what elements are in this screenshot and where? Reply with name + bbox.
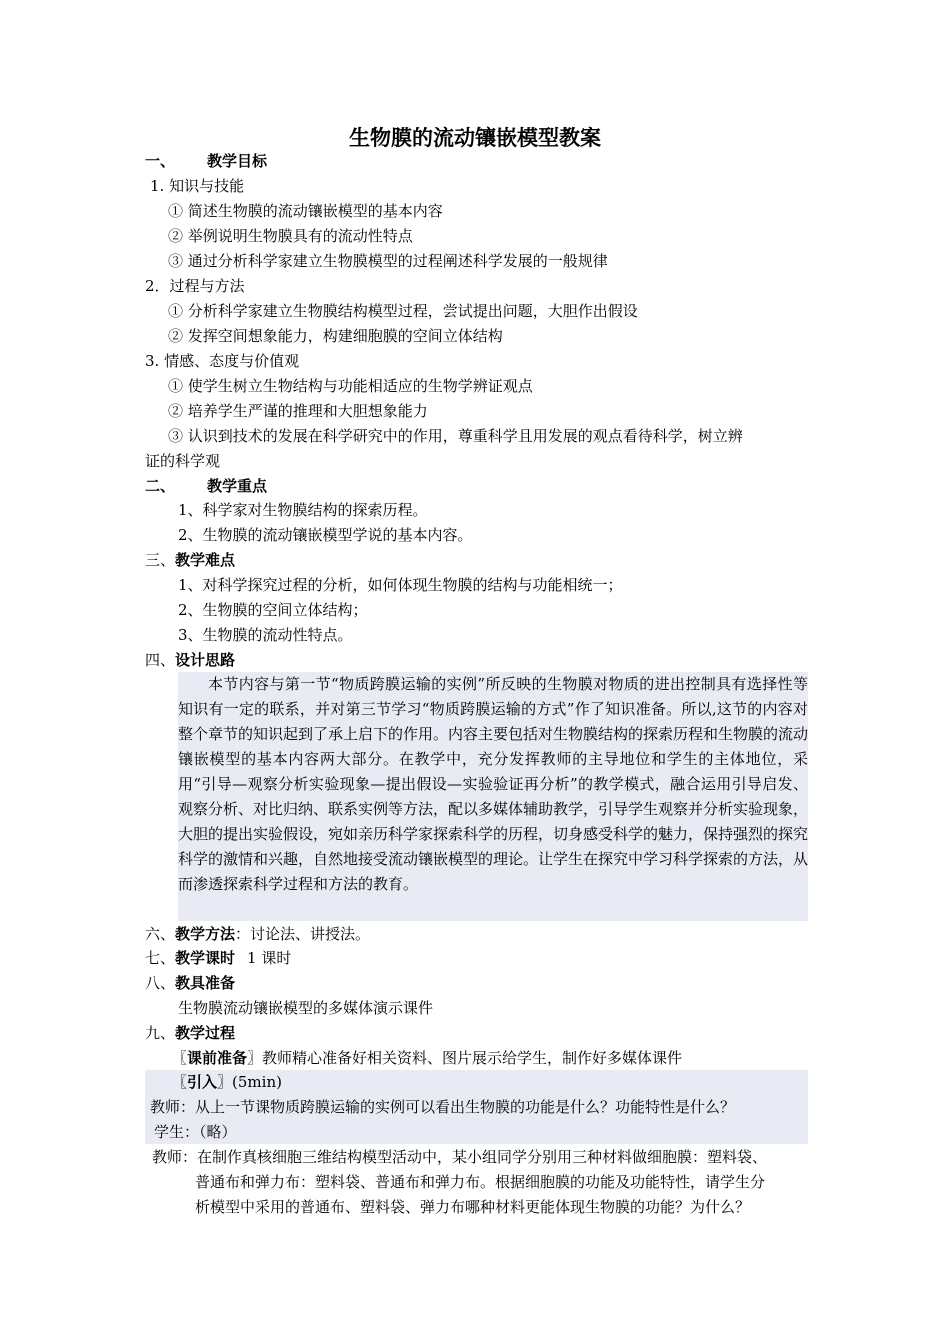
objective-attitude-heading: 3. 情感、态度与价值观 <box>145 352 300 370</box>
intro-label: 引入 <box>187 1073 218 1091</box>
objective-item: ③ 通过分析科学家建立生物膜模型的过程阐述科学发展的一般规律 <box>168 252 608 270</box>
objective-item: ① 简述生物膜的流动镶嵌模型的基本内容 <box>168 202 443 220</box>
section-3-heading <box>145 548 235 573</box>
document-title: 生物膜的流动镶嵌模型教案 <box>349 126 601 150</box>
objective-item: ② 发挥空间想象能力，构建细胞膜的空间立体结构 <box>168 327 503 345</box>
section-8-heading <box>145 971 235 996</box>
teacher-question-2-line-2: 普通布和弹力布：塑料袋、普通布和弹力布。根据细胞膜的功能及功能特性，请学生分 <box>195 1173 766 1191</box>
section-4-number: 四、 <box>145 651 176 669</box>
objective-item: ① 使学生树立生物结构与功能相适应的生物学辨证观点 <box>168 377 533 395</box>
section-6-label: 教学方法 <box>175 925 236 943</box>
difficulty-item: 3、生物膜的流动性特点。 <box>178 626 353 644</box>
teaching-aids-text: 生物膜流动镶嵌模型的多媒体演示课件 <box>178 999 434 1017</box>
section-2-label: 教学重点 <box>207 477 268 495</box>
section-9-heading <box>145 1021 235 1046</box>
section-4-label: 设计思路 <box>175 651 236 669</box>
section-7-text: 1 课时 <box>247 949 292 967</box>
intro-duration: 〗(5min) <box>217 1073 282 1091</box>
section-9-label: 教学过程 <box>175 1024 236 1042</box>
section-6-text: ：讨论法、讲授法。 <box>235 925 371 943</box>
section-7-line <box>145 946 291 971</box>
bracket-open: 〖 <box>172 1073 188 1091</box>
teacher-question-1: 教师：从上一节课物质跨膜运输的实例可以看出生物膜的功能是什么？功能特性是什么？ <box>150 1098 736 1116</box>
section-8-label: 教具准备 <box>175 974 236 992</box>
section-3-label: 教学难点 <box>175 551 236 569</box>
objective-item-continued: 证的科学观 <box>145 452 221 470</box>
key-point-item: 2、生物膜的流动镶嵌模型学说的基本内容。 <box>178 526 473 544</box>
teacher-question-2-line-1: 教师：在制作真核细胞三维结构模型活动中，某小组同学分别用三种材料做细胞膜：塑料袋、 <box>152 1148 768 1166</box>
difficulty-item: 1、对科学探究过程的分析，如何体现生物膜的结构与功能相统一； <box>178 576 623 594</box>
pre-class-label: 课前准备 <box>187 1049 248 1067</box>
pre-class-text: 教师精心准备好相关资料、图片展示给学生，制作好多媒体课件 <box>262 1049 683 1067</box>
bracket-open: 〖 <box>172 1049 188 1067</box>
section-8-number: 八、 <box>145 974 176 992</box>
section-3-number: 三、 <box>145 551 176 569</box>
objective-process-heading: 2．过程与方法 <box>145 277 245 295</box>
section-1-heading <box>145 149 267 174</box>
objective-item: ② 举例说明生物膜具有的流动性特点 <box>168 227 413 245</box>
objective-knowledge-heading: 1. 知识与技能 <box>150 177 245 195</box>
section-9-number: 九、 <box>145 1024 176 1042</box>
section-2-number: 二、 <box>145 477 176 495</box>
objective-item: ① 分析科学家建立生物膜结构模型过程，尝试提出问题，大胆作出假设 <box>168 302 638 320</box>
section-7-label: 教学课时 <box>175 949 236 967</box>
section-4-heading <box>145 648 235 673</box>
bracket-close: 〗 <box>247 1049 263 1067</box>
section-2-heading <box>145 474 267 499</box>
section-6-line <box>145 922 370 947</box>
teacher-question-2-line-3: 析模型中采用的普通布、塑料袋、弹力布哪种材料更能体现生物膜的功能？为什么？ <box>195 1198 751 1216</box>
design-paragraph: 本节内容与第一节“物质跨膜运输的实例”所反映的生物膜对物质的进出控制具有选择性等知识有一定的联系，并对第三节学习“物质跨膜运输的方式”作了知识准备。所以,这节的内容对整个章节的知识起到了承上启下的作用。内容主要包括对生物膜结构的探索历程和生物膜的流动镶嵌模型的基本内容两大部分。在教学中，充分发挥教师的主导地位和学生的主体地位，采用“引导—观察分析实验现象—提出假设—实验验证再分析”的教学模式，融合运用引导启发、观察分析、对比归纳、联系实例等方法，配以多媒体辅助教学，引导学生观察并分析实验现象，大胆的提出实验假设，宛如亲历科学家探索科学的历程，切身感受科学的魅力，保持强烈的探究科学的激情和兴趣，自然地接受流动镶嵌模型的理论。让学生在探究中学习科学探索的方法，从而渗透探索科学过程和方法的教育。 <box>178 675 809 893</box>
objective-item: ③ 认识到技术的发展在科学研究中的作用，尊重科学且用发展的观点看待科学，树立辨 <box>168 427 743 445</box>
difficulty-item: 2、生物膜的空间立体结构； <box>178 601 368 619</box>
objective-item: ② 培养学生严谨的推理和大胆想象能力 <box>168 402 428 420</box>
key-point-item: 1、科学家对生物膜结构的探索历程。 <box>178 501 428 519</box>
section-7-number: 七、 <box>145 949 176 967</box>
intro-line <box>172 1070 282 1095</box>
section-1-number: 一、 <box>145 152 176 170</box>
section-1-label: 教学目标 <box>207 152 268 170</box>
section-6-number: 六、 <box>145 925 176 943</box>
pre-class-line <box>172 1046 682 1071</box>
student-answer-1: 学生：（略） <box>154 1123 237 1141</box>
